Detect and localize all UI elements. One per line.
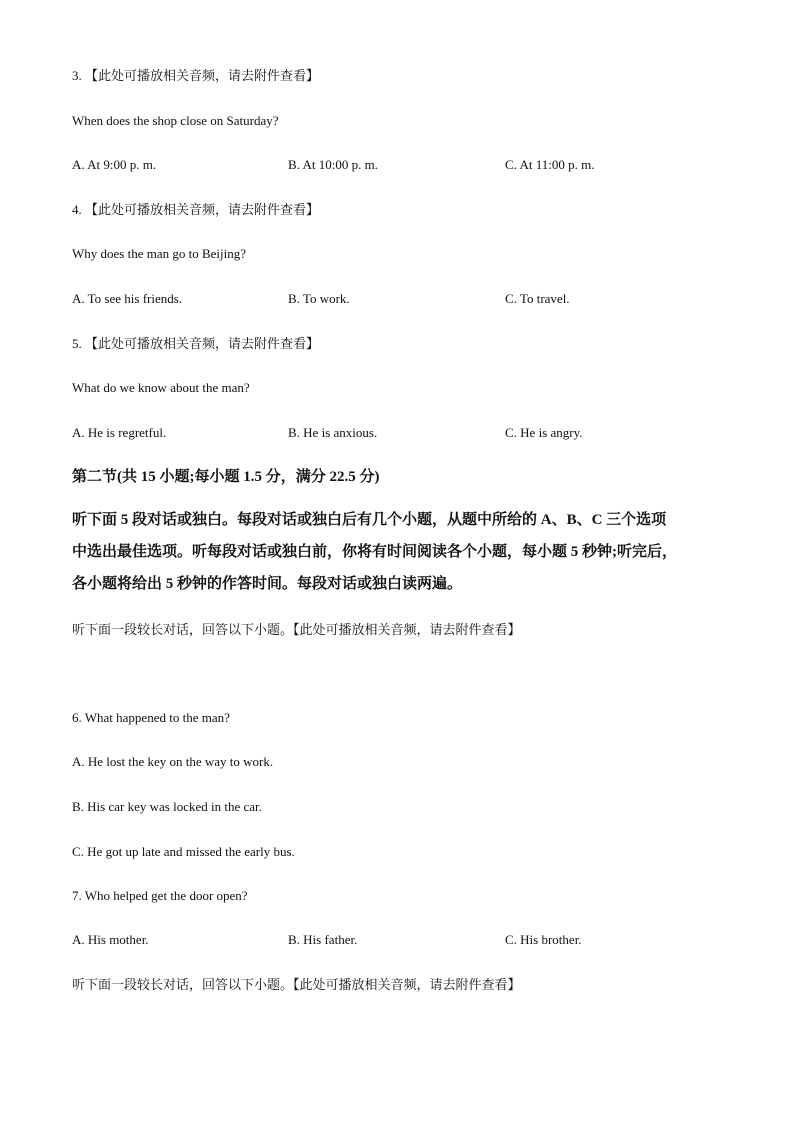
q6-option-c: C. He got up late and missed the early bus. <box>72 844 295 859</box>
q4-option-b: B. To work. <box>288 291 350 306</box>
instructions-line-1: 听下面 5 段对话或独白。每段对话或独白后有几个小题，从题中所给的 A、B、C 三个选项 <box>72 512 667 528</box>
q5-option-b: B. He is anxious. <box>288 425 378 440</box>
q3-option-a: A. At 9:00 p. m. <box>72 157 157 172</box>
q3-header: 3. 【此处可播放相关音频，请去附件查看】 <box>72 68 320 83</box>
q7-options <box>72 931 722 949</box>
instructions-line-3: 各小题将给出 5 秒钟的作答时间。每段对话或独白读两遍。 <box>72 576 463 592</box>
q4-header: 4. 【此处可播放相关音频，请去附件查看】 <box>72 202 320 217</box>
q5-option-a: A. He is regretful. <box>72 425 167 440</box>
q5-options <box>72 424 722 442</box>
instructions-line-2: 中选出最佳选项。听每段对话或独白前，你将有时间阅读各个小题，每小题 5 秒钟;听完后， <box>72 544 677 560</box>
section-title: 第二节(共 15 小题;每小题 1.5 分，满分 22.5 分) <box>72 469 380 485</box>
listen-prompt-1: 听下面一段较长对话，回答以下小题。【此处可播放相关音频，请去附件查看】 <box>72 622 521 637</box>
q5-option-c: C. He is angry. <box>505 425 583 440</box>
q4-option-a: A. To see his friends. <box>72 291 183 306</box>
q3-option-b: B. At 10:00 p. m. <box>288 157 378 172</box>
section-instructions <box>72 504 732 600</box>
q7-option-c: C. His brother. <box>505 932 582 947</box>
q7-question: 7. Who helped get the door open? <box>72 888 248 903</box>
q4-option-c: C. To travel. <box>505 291 570 306</box>
q4-question: Why does the man go to Beijing? <box>72 246 247 261</box>
q6-question: 6. What happened to the man? <box>72 710 230 725</box>
q3-option-c: C. At 11:00 p. m. <box>505 157 595 172</box>
q7-option-a: A. His mother. <box>72 932 149 947</box>
q5-header: 5. 【此处可播放相关音频，请去附件查看】 <box>72 336 320 351</box>
q7-option-b: B. His father. <box>288 932 358 947</box>
q6-option-b: B. His car key was locked in the car. <box>72 799 262 814</box>
q3-options <box>72 156 722 174</box>
q3-question: When does the shop close on Saturday? <box>72 113 279 128</box>
q5-question: What do we know about the man? <box>72 380 250 395</box>
listen-prompt-2: 听下面一段较长对话，回答以下小题。【此处可播放相关音频，请去附件查看】 <box>72 977 521 992</box>
q6-option-a: A. He lost the key on the way to work. <box>72 754 274 769</box>
q4-options <box>72 290 722 308</box>
